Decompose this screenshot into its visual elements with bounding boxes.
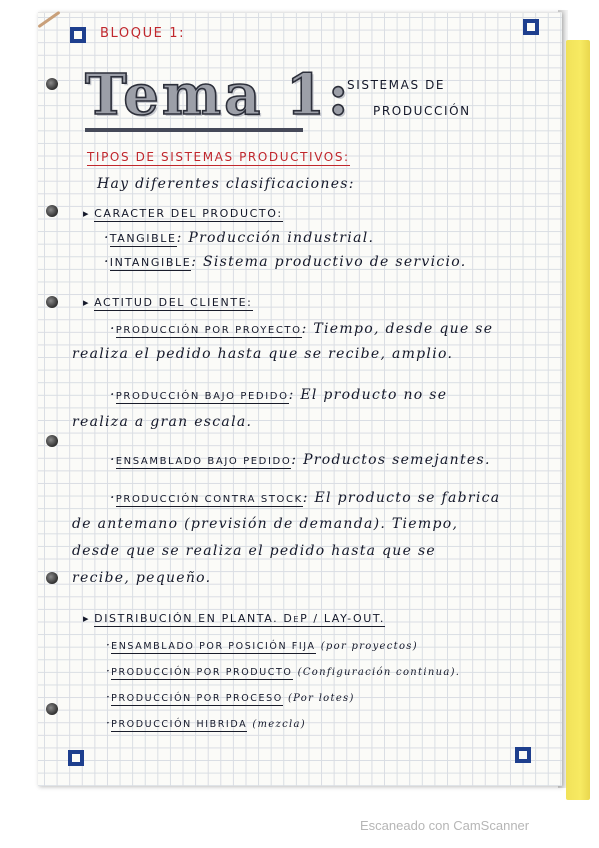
stock-line: ·PRODUCCIÓN CONTRA STOCK: El producto se fabrica (110, 490, 501, 506)
yellow-divider-tab (566, 40, 590, 800)
triangle-bullet-icon: ▸ (83, 207, 91, 220)
corner-mark-icon (70, 27, 86, 43)
proyecto-line-2: realiza el pedido hasta que se recibe, amplio. (72, 346, 454, 362)
tema-title: Tema 1: (85, 62, 352, 128)
stock-line-4: recibe, pequeño. (72, 570, 212, 586)
title-underline (85, 128, 303, 132)
section-heading: TIPOS DE SISTEMAS PRODUCTIVOS: (87, 150, 350, 164)
subject-line-1: SISTEMAS DE (347, 78, 446, 92)
distribucion-heading: ▸ DISTRIBUCIÓN EN PLANTA. DeP / LAY-OUT. (83, 612, 385, 625)
proceso-line: ·PRODUCCIÓN POR PROCESO (Por lotes) (106, 690, 355, 704)
ensamblado-line: ·ENSAMBLADO BAJO PEDIDO: Productos semejantes. (110, 452, 491, 468)
binder-hole-icon (46, 435, 58, 447)
stock-line-3: desde que se realiza el pedido hasta que se (72, 543, 437, 559)
intro-text: Hay diferentes clasificaciones: (97, 176, 355, 192)
binder-hole-icon (46, 572, 58, 584)
bajo-pedido-line-2: realiza a gran escala. (72, 414, 253, 430)
fija-line: ·ENSAMBLADO POR POSICIÓN FIJA (por proyectos) (106, 638, 418, 652)
corner-mark-icon (515, 747, 531, 763)
corner-mark-icon (523, 19, 539, 35)
intangible-line: ·INTANGIBLE: Sistema productivo de servicio. (104, 254, 467, 270)
proyecto-line: ·PRODUCCIÓN POR PROYECTO: Tiempo, desde que se (110, 321, 494, 337)
binder-hole-icon (46, 703, 58, 715)
caracter-heading: ▸ CARACTER DEL PRODUCTO: (83, 207, 283, 220)
bloque-label: BLOQUE 1: (100, 26, 186, 41)
tangible-line: ·TANGIBLE: Producción industrial. (104, 230, 375, 246)
bajo-pedido-line: ·PRODUCCIÓN BAJO PEDIDO: El producto no se (110, 387, 448, 403)
binder-hole-icon (46, 78, 58, 90)
binder-hole-icon (46, 205, 58, 217)
actitud-heading: ▸ ACTITUD DEL CLIENTE: (83, 296, 253, 309)
binder-hole-icon (46, 296, 58, 308)
stock-line-2: de antemano (previsión de demanda). Tiempo, (72, 516, 459, 532)
producto-line: ·PRODUCCIÓN POR PRODUCTO (Configuración continua). (106, 664, 461, 678)
corner-mark-icon (68, 750, 84, 766)
subject-line-2: PRODUCCIÓN (373, 104, 471, 118)
hibrida-line: ·PRODUCCIÓN HIBRIDA (mezcla) (106, 716, 306, 730)
triangle-bullet-icon: ▸ (83, 612, 91, 625)
scanner-watermark: Escaneado con CamScanner (360, 818, 530, 833)
triangle-bullet-icon: ▸ (83, 296, 91, 309)
